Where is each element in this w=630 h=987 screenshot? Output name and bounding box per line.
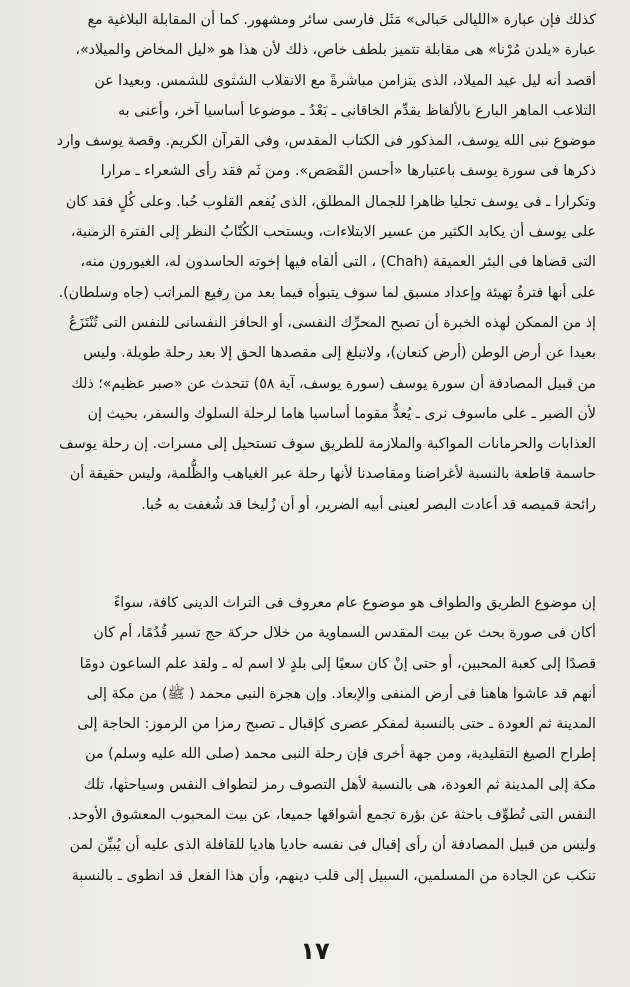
text-line: مكة إلى المدينة ثم العودة، هى بالنسبة لأهل التصوف رمز لتطواف النفس وسياحتها، تلك: [83, 776, 596, 793]
paragraph-1: [0, 5, 600, 520]
text-line: تنكب عن الجادة من المسلمين، السبيل إلى قلب دينهم، وأن هذا الفعل قد انطوى ـ بالنسبة: [71, 867, 596, 884]
text-line: موضوع نبى الله يوسف، المذكور فى الكتاب المقدس، وفى القرآن الكريم. وقصة يوسف وارد: [56, 133, 596, 150]
text-line: على يوسف أن يكابد الكثير من عسير الابتلاءات، ويستحب الكُتّابُ النظر إلى الفترة الزمنية،: [70, 224, 596, 241]
text-line: وتكرارا ـ فى يوسف تجليا ظاهرا للجمال المطلق، الذى يُفعم القلوب حُبا. وعلى كُلٍ فقد كان: [65, 193, 596, 210]
text-line: من قبيل المصادفة أن سورة يوسف (سورة يوسف، آية ٥٨) تتحدث عن «صبر عظيم»؛ ذلك: [71, 375, 596, 392]
text-line: إطراح الصيغ التقليدية، ومن جهة أخرى فإن رحلة النبى محمد (صلى الله عليه وسلم) من: [85, 746, 596, 763]
text-line: عبارة «يلدن مُرْنا» هى مقابلة تتميز بلطف خاص، ذلك لأن هذا هو «ليل المخاض والميلاد»،: [75, 42, 596, 59]
text-line: أكان فى صورة بحث عن بيت المقدس السماوية من خلال حركة حج تسير قُدُمًا، أم كان: [93, 625, 596, 642]
text-line: بعيدا عن أرض الوطن (أرض كنعان)، ولاتبلغ إلى مقصدها الحق إلا بعد رحلة طويلة. وليس: [83, 345, 596, 362]
page-number: ١٧: [300, 937, 330, 965]
text-line: على أنها فترةُ تهيئة وإعداد مسبق لما سوف يتبوأه فيما بعد من رفيع المراتب (جاه وسلطان).: [58, 284, 596, 301]
text-line: حاسمة قاطعة بالنسبة لأغراضنا ومقاصدنا لأنها رحلة عبر الغياهب والظُّلمة، وليس حقيقة أن: [69, 466, 596, 483]
text-line: أقصد أنه ليل عيد الميلاد، الذى يتزامن مباشرةً مع الانقلاب الشتوى للشمس. وبعيدا عن: [94, 72, 596, 89]
text-line: كذلك فإن عبارة «الليالى حَبالى» مَثَل فارسى سائر ومشهور. كما أن المقابلة البلاغية مع: [87, 12, 596, 28]
text-line: ذكرها فى سورة يوسف باعتبارها «أحسن القَصَص». ومن ثَم فقد رأى الشعراء ـ مرارا: [100, 163, 596, 180]
paragraph-2: [0, 588, 600, 891]
text-line: لأن الصبر ـ على ماسوف نرى ـ يُعدُّ مقوما أساسيا هاما لرحلة السلوك والسفر، بحيث إن: [87, 405, 596, 422]
text-line: رائحة قميصه قد أعادت البصر لعينى أبيه الضرير، أو أن زُليخا قد شُغفت به حُبا.: [141, 496, 596, 513]
text-line: النفس التى تُطوِّف باحثة عن بؤرة تجمع أشواقها جميعا، عن بيت المحبوب المعشوق الأوحد.: [67, 807, 596, 824]
text-line: التى قضاها فى البئر العميقة (Chah) ، التى ألقاه فيها إخوته الحاسدون له، الغيورون منه،: [80, 254, 596, 271]
text-line: العذابات والحرمانات المواكبة والملازمة للطريق سوف تستحيل إلى مسرات. إن رحلة يوسف: [59, 436, 596, 453]
text-line: أنهم قد عاشوا هاهنا فى أرض المنفى والإبعاد. وإن هجرة النبى محمد ( ﷺ) من مكة إلى: [86, 685, 596, 702]
text-line: وليس من قبيل المصادفة أن رأى إقبال فى نفسه حاديا هاديا للقافلة الذى عليه أن يُبيِّن لمن: [69, 837, 596, 854]
text-line: إذ من الممكن لهذه الخبرة أن تصبح المحرِّك النفسى، أو الحافز النفسانى للنفس التى تُنْتَزَعُ: [68, 314, 596, 331]
text-line: التلاعب الماهر البارع بالألفاظ يقدِّم الخاقانى ـ بَعْدُ ـ موضوعا أساسيا آخر، وأعنى به: [118, 102, 596, 119]
text-line: المدينة ثم العودة ـ حتى بالنسبة لمفكر عصرى كإقبال ـ تصبح رمزا من الرموز: الحاجة إلى: [77, 716, 596, 733]
text-line: إن موضوع الطريق والطواف هو موضوع عام معروف فى التراث الدينى كافة، سواءً: [113, 595, 596, 611]
text-line: قصدًا إلى كعبة المحبين، أو حتى إنْ كان سعيًا إلى بلدٍ لا اسم له ـ ولقد علم الساعون دومًا: [79, 655, 596, 672]
